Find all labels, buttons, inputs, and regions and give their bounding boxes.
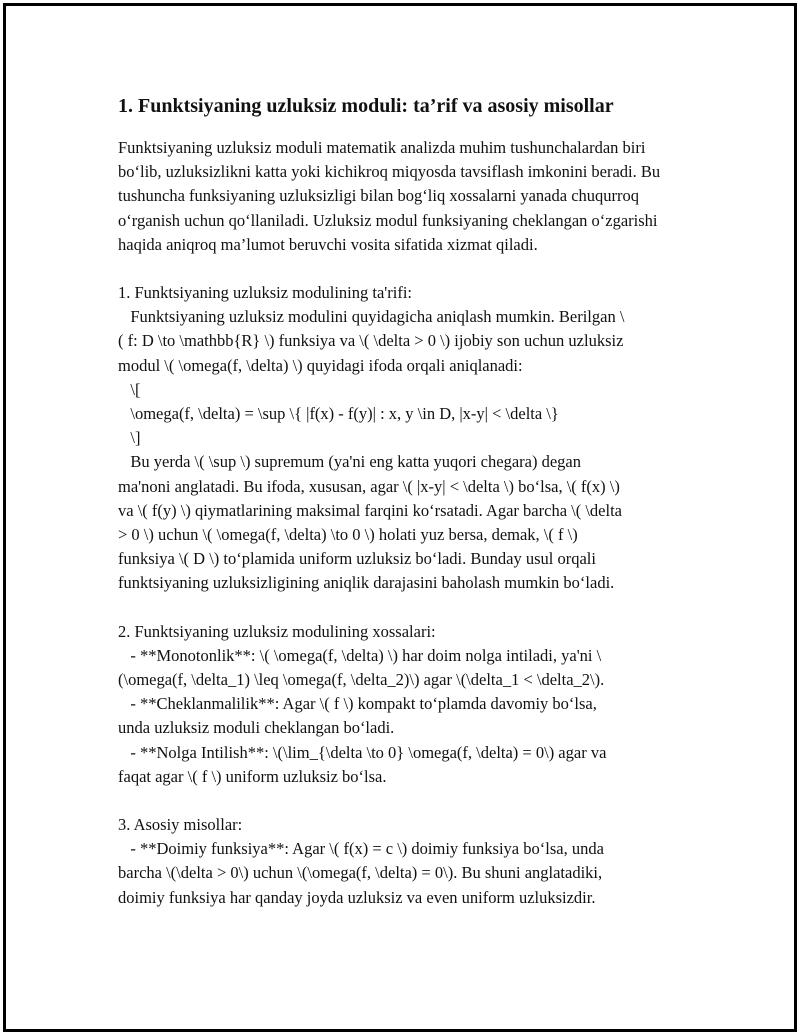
section-2-body: - **Monotonlik**: \( \omega(f, \delta) \) har doim nolga intiladi, ya'ni \ (\omega(f, \delta_1) \leq \omega(f, \delta_2)\) agar \(\delta_1 < \delta_2\). - **Cheklanmalilik**: Agar \( f \) kompakt to‘plamda davomiy bo‘lsa, unda uzluksiz moduli cheklangan bo‘ladi. - **Nolga Intilish**: \(\lim_{\delta \to 0} \omega(f, \delta) = 0\) agar va faqat agar \( f \) uniform uzluksiz bo‘lsa.: [118, 645, 607, 786]
section-3-title: 3. Asosiy misollar:: [118, 815, 243, 835]
spacer: [118, 257, 693, 281]
intro-paragraph: Funktsiyaning uzluksiz moduli matematik analizda muhim tushunchalardan biri bo‘lib, uzluksizlikni katta yoki kichikroq miqyosda tavsiflash imkonini beradi. Bu tushuncha funksiyaning uzluksizligi bilan bog‘liq xossalarni yanada chuqurroq o‘rganish uchun qo‘llaniladi. Uzluksiz modul funksiyaning cheklangan o‘zgarishi haqida aniqroq ma’lumot beruvchi vosita sifatida xizmat qiladi.: [118, 138, 661, 254]
section-2-title: 2. Funktsiyaning uzluksiz modulining xossalari:: [118, 621, 436, 641]
section-3-body: - **Doimiy funksiya**: Agar \( f(x) = c \) doimiy funksiya bo‘lsa, unda barcha \(\delta > 0\) uchun \(\omega(f, \delta) = 0\). Bu shuni anglatadiki, doimiy funksiya har qanday joyda uzluksiz va even uniform uzluksizdir.: [118, 839, 604, 907]
page-title: 1. Funktsiyaning uzluksiz moduli: ta’rif va asosiy misollar: [118, 95, 614, 117]
document-body: [118, 92, 693, 910]
spacer: [118, 596, 693, 620]
spacer: [118, 789, 693, 813]
section-1-title: 1. Funktsiyaning uzluksiz modulining ta'rifi:: [118, 283, 412, 303]
section-1-body: Funktsiyaning uzluksiz modulini quyidagicha aniqlash mumkin. Berilgan \ ( f: D \to \mathbb{R} \) funksiya va \( \delta > 0 \) ijobiy son uchun uzluksiz modul \( \omega(f, \delta) \) quyidagi ifoda orqali aniqlanadi: \[ \omega(f, \delta) = \sup \{ |f(x) - f(y)| : x, y \in D, |x-y| < \delta \} \] Bu yerda \( \sup \) supremum (ya'ni eng katta yuqori chegara) degan ma'noni anglatadi. Bu ifoda, xususan, agar \( |x-y| < \delta \) bo‘lsa, \( f(x) \) va \( f(y) \) qiymatlarining maksimal farqini ko‘rsatadi. Agar barcha \( \delta > 0 \) uchun \( \omega(f, \delta) \to 0 \) holati yuz bersa, demak, \( f \) funksiya \( D \) to‘plamida uniform uzluksiz bo‘ladi. Bunday usul orqali funktsiyaning uzluksizligining aniqlik darajasini baholash mumkin bo‘ladi.: [118, 307, 625, 593]
